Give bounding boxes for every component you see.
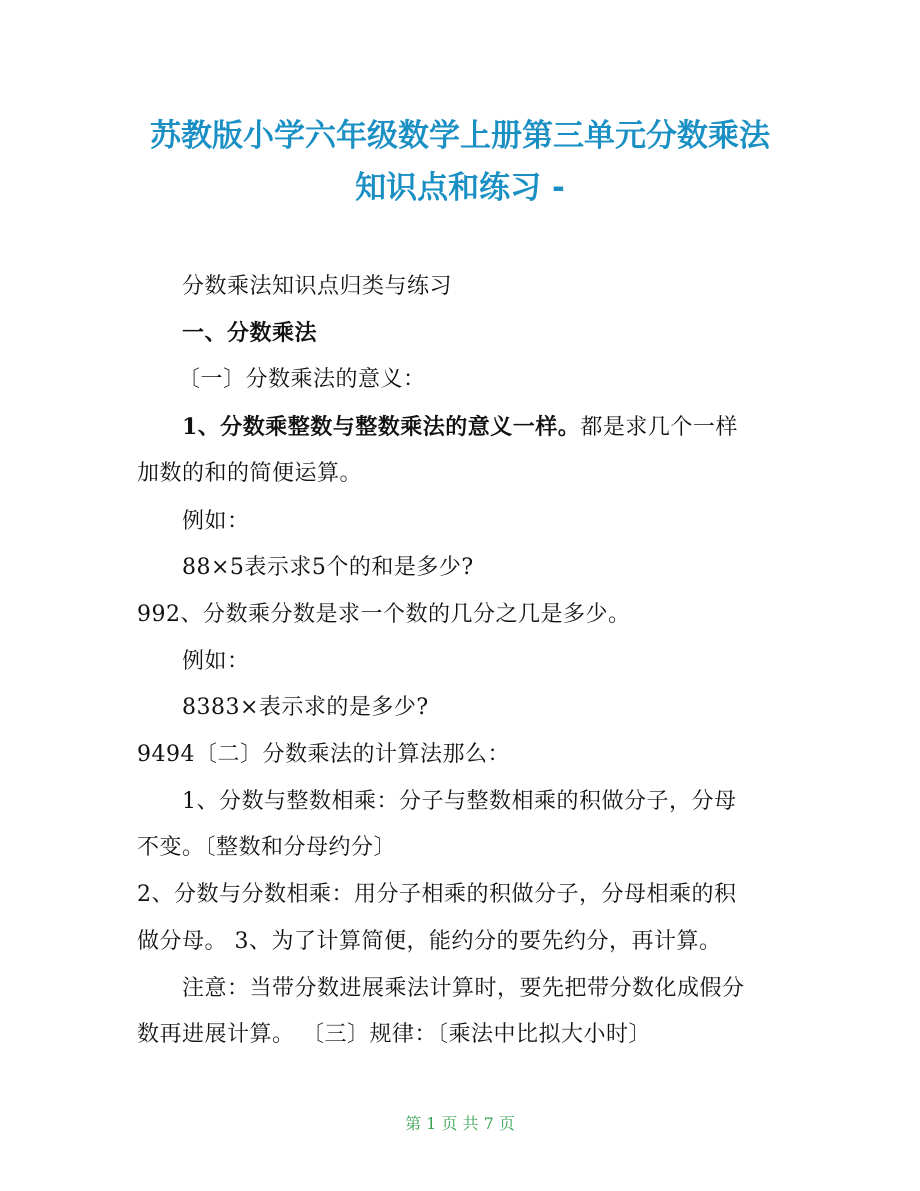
section-heading: 一、分数乘法: [182, 320, 318, 346]
example-text-1: 88×5表示求5个的和是多少?: [182, 555, 474, 580]
document-title-line-2: 知识点和练习 -: [355, 170, 565, 206]
paragraph-intro: 分数乘法知识点归类与练习: [182, 274, 453, 299]
paragraph-fraction-times-fraction: 992、分数乘分数是求一个数的几分之几是多少。: [137, 602, 631, 627]
paragraph-meaning-rest: 都是求几个一样: [580, 415, 738, 440]
subsection-heading-2: 9494〔二〕分数乘法的计算法那么：: [137, 742, 510, 767]
document-title-line-1: 苏教版小学六年级数学上册第三单元分数乘法: [150, 118, 770, 154]
example-label-2: 例如：: [182, 649, 250, 674]
page-footer: 第 1 页 共 7 页: [405, 1114, 515, 1133]
paragraph-meaning-bold: 1、分数乘整数与整数乘法的意义一样。: [182, 414, 581, 440]
paragraph-meaning-line-1: [182, 416, 738, 439]
rule-1-line-1: 1、分数与整数相乘：分子与整数相乘的积做分子，分母: [182, 789, 737, 814]
paragraph-meaning-line-2: 加数的和的简便运算。: [137, 461, 363, 486]
subsection-heading: 〔一〕分数乘法的意义：: [178, 367, 426, 392]
note-line-1: 注意：当带分数进展乘法计算时，要先把带分数化成假分: [182, 976, 745, 1001]
example-label-1: 例如：: [182, 509, 250, 534]
rule-1-line-2: 不变。〔整数和分母约分〕: [137, 835, 397, 860]
rule-2-line-2: 做分母。 3、为了计算简便，能约分的要先约分，再计算。: [137, 929, 722, 954]
note-line-2: 数再进展计算。 〔三〕规律：〔乘法中比拟大小时〕: [137, 1022, 651, 1047]
rule-2-line-1: 2、分数与分数相乘：用分子相乘的积做分子，分母相乘的积: [137, 882, 737, 907]
example-text-2: 8383×表示求的是多少?: [182, 695, 429, 720]
